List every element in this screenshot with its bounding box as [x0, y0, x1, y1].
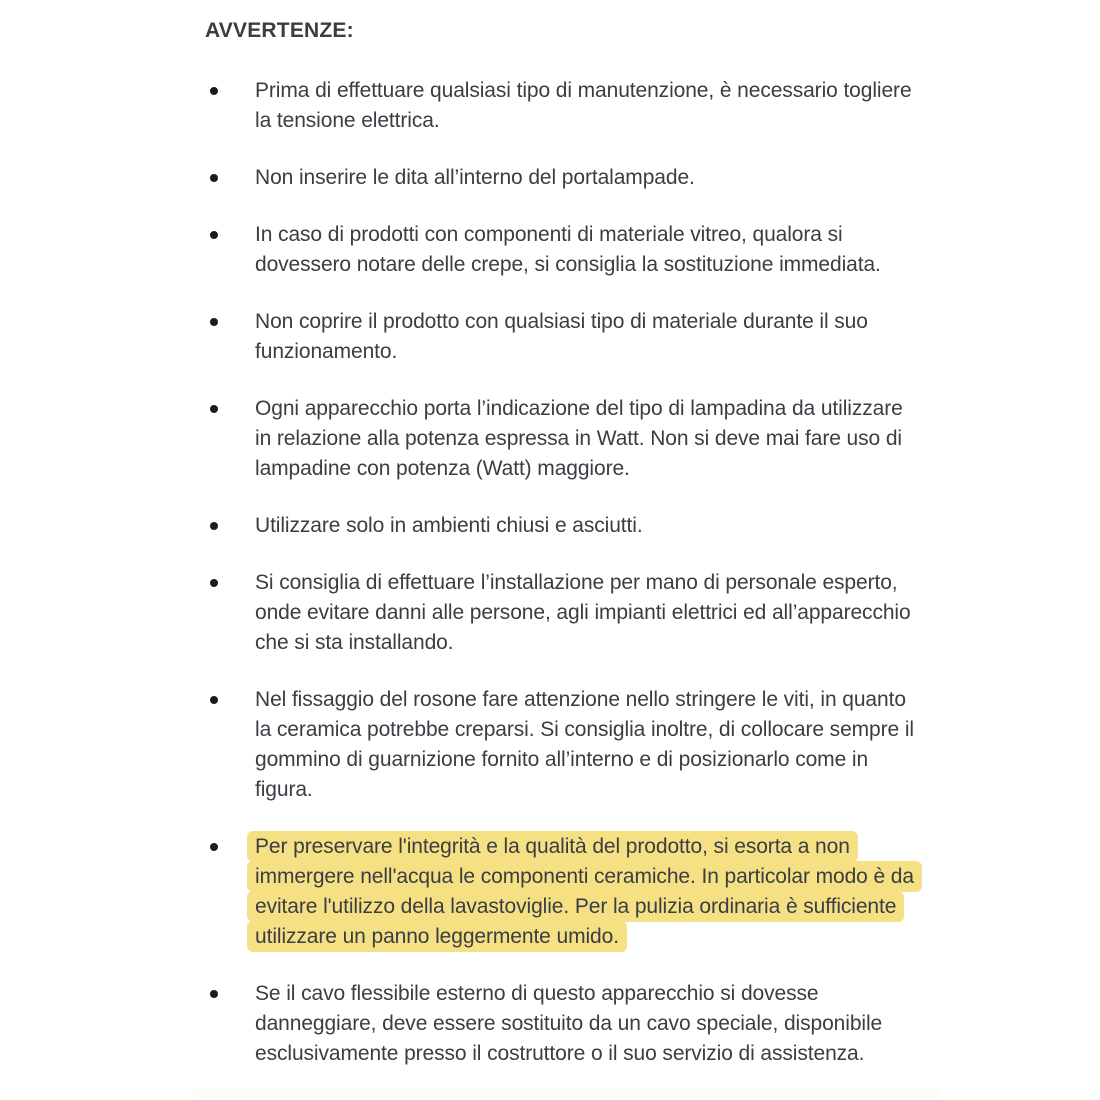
- bullet-text: [255, 307, 917, 367]
- bullet-icon: [210, 405, 218, 413]
- bottom-highlight-fragment: [192, 1089, 940, 1098]
- list-item: [205, 511, 920, 541]
- bullet-text: [255, 394, 917, 484]
- bullet-text: [255, 220, 917, 280]
- bullet-text: [255, 832, 917, 952]
- warnings-list: [205, 76, 920, 1069]
- bullet-icon: [210, 318, 218, 326]
- bullet-icon: [210, 87, 218, 95]
- bullet-text-inner: Prima di effettuare qualsiasi tipo di manutenzione, è necessario togliere la tensione elettrica.: [255, 79, 912, 132]
- bullet-text: [255, 511, 917, 541]
- bullet-text: [255, 979, 917, 1069]
- list-item-highlighted: [205, 832, 920, 952]
- list-item: [205, 394, 920, 484]
- bullet-text-inner: Utilizzare solo in ambienti chiusi e asciutti.: [255, 514, 643, 537]
- list-item: [205, 979, 920, 1069]
- list-item: [205, 220, 920, 280]
- bullet-text: [255, 685, 917, 805]
- bullet-text-inner: Non coprire il prodotto con qualsiasi tipo di materiale durante il suo funzionamento.: [255, 310, 868, 363]
- list-item: [205, 307, 920, 367]
- bullet-text-inner: Nel fissaggio del rosone fare attenzione nello stringere le viti, in quanto la ceramica potrebbe creparsi. Si consiglia inoltre, di collocare sempre il gommino di guarnizione fornito all’interno e di posizionarlo come in figura.: [255, 688, 914, 801]
- bullet-text: [255, 568, 917, 658]
- bullet-icon: [210, 579, 218, 587]
- bullet-icon: [210, 231, 218, 239]
- list-item: [205, 568, 920, 658]
- bullet-text: [255, 76, 917, 136]
- highlighted-text: Per preservare l'integrità e la qualità del prodotto, si esorta a non immergere nell'acqua le componenti ceramiche. In particolar modo è da evitare l'utilizzo della lavastoviglie. Per la pulizia ordinaria è sufficiente utilizzare un panno leggermente umido.: [247, 831, 922, 952]
- bullet-icon: [210, 696, 218, 704]
- list-item: [205, 685, 920, 805]
- bullet-text-inner: Ogni apparecchio porta l’indicazione del tipo di lampadina da utilizzare in relazione alla potenza espressa in Watt. Non si deve mai fare uso di lampadine con potenza (Watt) maggiore.: [255, 397, 903, 480]
- list-item: [205, 163, 920, 193]
- bullet-text-inner: Non inserire le dita all’interno del portalampade.: [255, 166, 695, 189]
- bullet-text-inner: Se il cavo flessibile esterno di questo apparecchio si dovesse danneggiare, deve essere sostituito da un cavo speciale, disponibile esclusivamente presso il costruttore o il suo servizio di assistenza.: [255, 982, 883, 1065]
- bullet-icon: [210, 843, 218, 851]
- page-title: AVVERTENZE:: [205, 19, 354, 42]
- bullet-text: [255, 163, 917, 193]
- bullet-text-inner: In caso di prodotti con componenti di materiale vitreo, qualora si dovessero notare delle crepe, si consiglia la sostituzione immediata.: [255, 223, 881, 276]
- bullet-icon: [210, 174, 218, 182]
- bullet-icon: [210, 990, 218, 998]
- document-content: [205, 16, 920, 1096]
- bullet-text-inner: Si consiglia di effettuare l’installazione per mano di personale esperto, onde evitare danni alle persone, agli impianti elettrici ed all’apparecchio che si sta installando.: [255, 571, 911, 654]
- list-item: [205, 76, 920, 136]
- bullet-icon: [210, 522, 218, 530]
